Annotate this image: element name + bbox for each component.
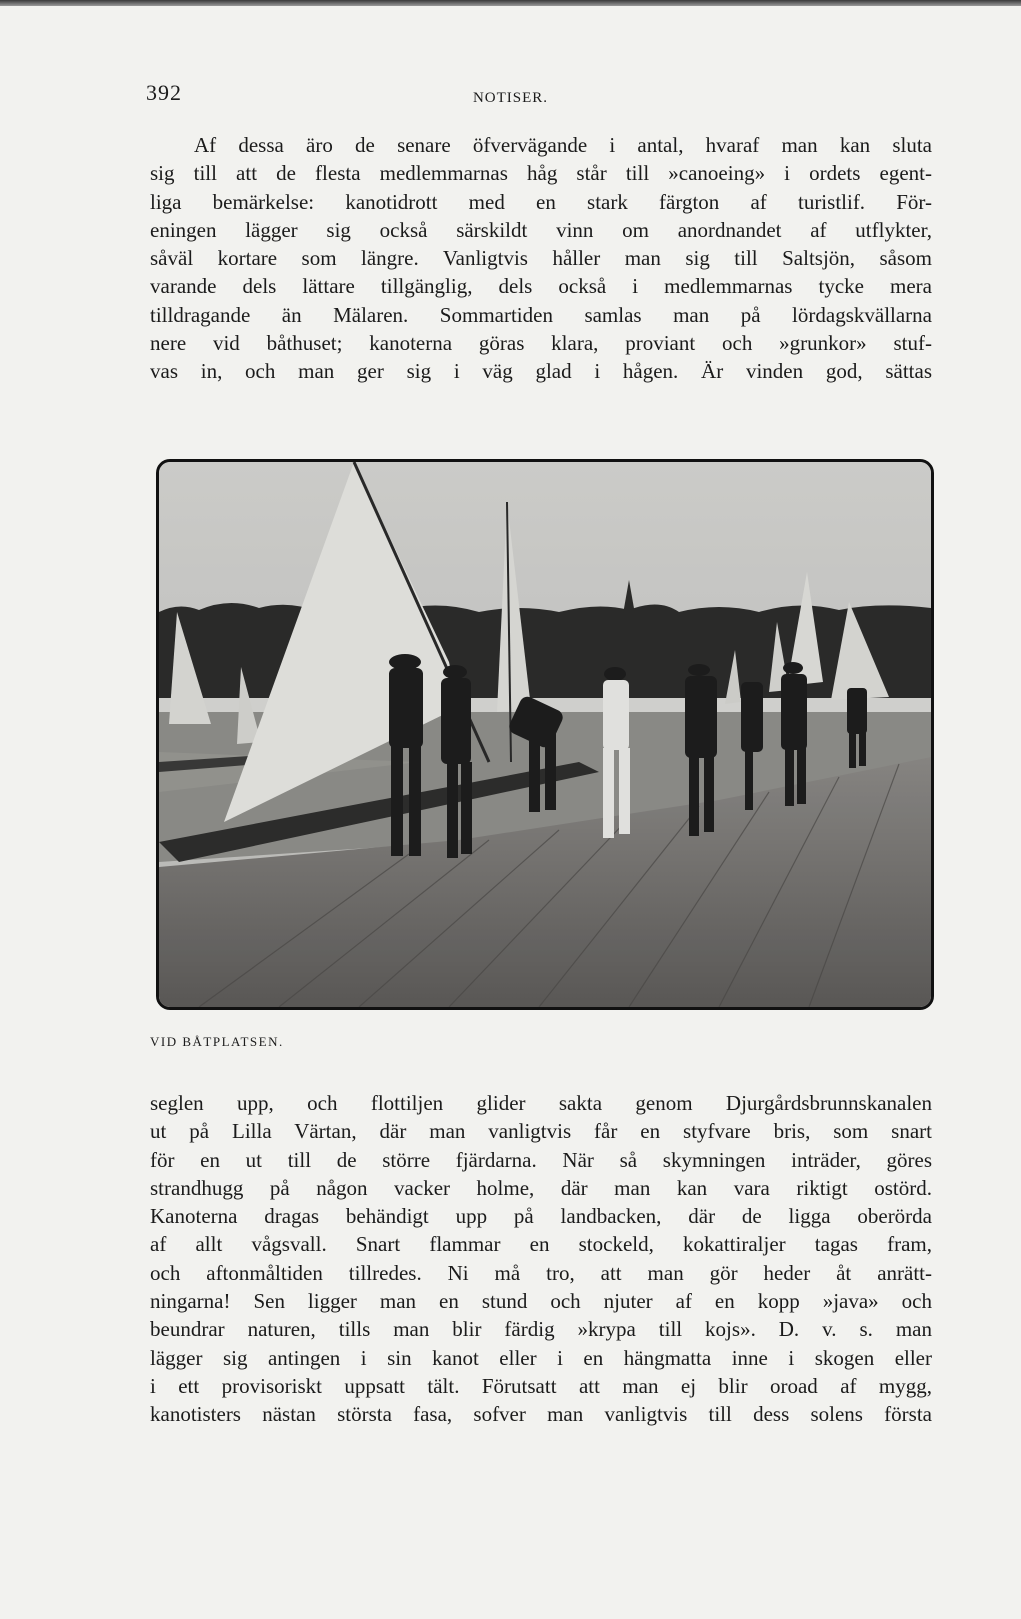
text-line: liga bemärkelse: kanotidrott med en stark färgton af turistlif. För- xyxy=(150,189,932,214)
text-line: tilldragande än Mälaren. Sommartiden samlas man på lördagskvällarna xyxy=(150,302,932,327)
text-line: lägger sig antingen i sin kanot eller i en hängmatta inne i skogen eller xyxy=(150,1345,932,1370)
paragraph-before-photo xyxy=(150,131,932,386)
text-line: seglen upp, och flottiljen glider sakta genom Djurgårdsbrunnskanalen xyxy=(150,1091,932,1115)
text-line: för en ut till de större fjärdarna. När så skymningen inträder, göres xyxy=(150,1147,932,1172)
photograph-sailing-canoes xyxy=(156,459,934,1010)
text-line: sig till att de flesta medlemmarnas håg står till »canoeing» i ordets egent- xyxy=(150,161,932,186)
text-line: Af dessa äro de senare öfvervägande i antal, hvaraf man kan sluta xyxy=(194,133,932,157)
photo-illustration xyxy=(159,462,931,1007)
page-number: 392 xyxy=(146,80,182,105)
text-line: af allt vågsvall. Snart flammar en stockeld, kokattiraljer tagas fram, xyxy=(150,1232,932,1257)
text-line: ningarna! Sen ligger man en stund och njuter af en kopp »java» och xyxy=(150,1289,932,1314)
text-line: kanotisters nästan största fasa, sofver man vanligtvis till dess solens första xyxy=(150,1402,932,1427)
text-line: vas in, och man ger sig i väg glad i hågen. Är vinden god, sättas xyxy=(150,359,932,384)
text-line: beundrar naturen, tills man blir färdig »krypa till kojs». D. v. s. man xyxy=(150,1317,932,1342)
paragraph-after-photo xyxy=(150,1089,932,1429)
running-head: NOTISER. xyxy=(472,90,549,106)
text-line: nere vid båthuset; kanoterna göras klara, proviant och »grunkor» stuf- xyxy=(150,331,932,356)
scan-top-edge xyxy=(0,0,1021,6)
text-line: i ett provisoriskt uppsatt tält. Förutsatt att man ej blir oroad af mygg, xyxy=(150,1373,932,1398)
text-line: varande dels lättare tillgänglig, dels också i medlemmarnas tycke mera xyxy=(150,274,932,299)
text-line: strandhugg på någon vacker holme, där man kan vara riktigt ostörd. xyxy=(150,1175,932,1200)
text-line: såväl kortare som längre. Vanligtvis håller man sig till Saltsjön, såsom xyxy=(150,246,932,271)
text-line: och aftonmåltiden tillredes. Ni må tro, att man gör heder åt anrätt- xyxy=(150,1260,932,1285)
photo-caption: VID BÅTPLATSEN. xyxy=(150,1034,284,1049)
text-line: ut på Lilla Värtan, där man vanligtvis får en styfvare bris, som snart xyxy=(150,1119,932,1144)
text-line: eningen lägger sig också särskildt vinn om anordnandet af utflykter, xyxy=(150,217,932,242)
text-line: Kanoterna dragas behändigt upp på landbacken, där de ligga oberörda xyxy=(150,1204,932,1229)
